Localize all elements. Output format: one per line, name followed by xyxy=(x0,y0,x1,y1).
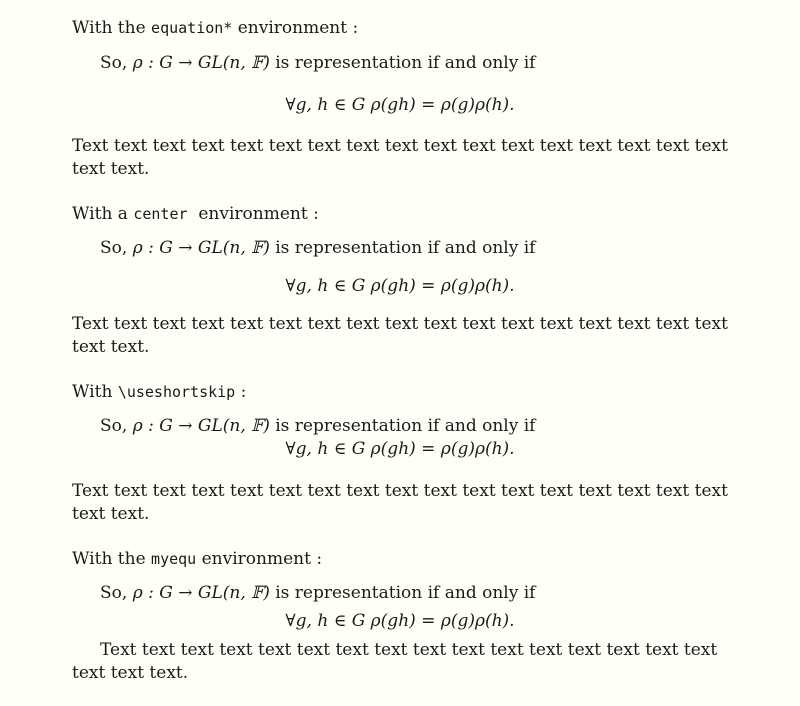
section-1-intro-prefix: So, xyxy=(100,53,133,73)
section-2-paragraph: Text text text text text text text text text text text text text text text text text text text. xyxy=(72,314,728,357)
section-4-heading-suffix: environment : xyxy=(201,549,323,569)
section-4-heading xyxy=(72,549,322,569)
section-3-intro xyxy=(100,416,535,436)
section-3-heading-suffix: : xyxy=(240,382,247,402)
section-3-intro-math: ρ : G → GL(n, 𝔽) xyxy=(132,416,270,436)
section-3-intro-suffix: is representation if and only if xyxy=(269,416,536,436)
section-4-intro-prefix: So, xyxy=(100,583,133,603)
section-3-intro-prefix: So, xyxy=(100,416,133,436)
section-1-equation: ∀g, h ∈ G ρ(gh) = ρ(g)ρ(h). xyxy=(285,95,515,115)
section-1-intro xyxy=(100,53,535,73)
section-1-intro-math: ρ : G → GL(n, 𝔽) xyxy=(132,53,270,73)
section-1-heading-prefix: With the xyxy=(72,18,146,38)
section-3-heading-prefix: With xyxy=(72,382,113,402)
section-2-intro-prefix: So, xyxy=(100,238,133,258)
section-4-paragraph: Text text text text text text text text text text text text text text text text text text text. xyxy=(72,640,718,683)
section-2-heading-code: center xyxy=(133,205,188,223)
section-2-equation: ∀g, h ∈ G ρ(gh) = ρ(g)ρ(h). xyxy=(285,276,515,296)
section-1-intro-suffix: is representation if and only if xyxy=(269,53,536,73)
section-2-intro-suffix: is representation if and only if xyxy=(269,238,536,258)
section-3-heading xyxy=(72,382,246,402)
section-4-intro-math: ρ : G → GL(n, 𝔽) xyxy=(132,583,270,603)
section-4-heading-prefix: With the xyxy=(72,549,146,569)
section-4-intro xyxy=(100,583,535,603)
section-4-intro-suffix: is representation if and only if xyxy=(269,583,536,603)
section-1-heading xyxy=(72,18,358,38)
section-2-intro xyxy=(100,238,535,258)
section-2-intro-math: ρ : G → GL(n, 𝔽) xyxy=(132,238,270,258)
section-1-heading-suffix: environment : xyxy=(237,18,359,38)
section-3-heading-code: \useshortskip xyxy=(117,383,236,401)
section-1-heading-code: equation* xyxy=(151,19,233,37)
section-2-heading xyxy=(72,204,319,224)
section-3-equation: ∀g, h ∈ G ρ(gh) = ρ(g)ρ(h). xyxy=(285,439,515,459)
section-4-heading-code: myequ xyxy=(151,550,197,568)
section-2-heading-suffix: environment : xyxy=(198,204,319,224)
section-4-equation: ∀g, h ∈ G ρ(gh) = ρ(g)ρ(h). xyxy=(285,611,515,631)
section-2-heading-prefix: With a xyxy=(72,204,128,224)
section-1-paragraph: Text text text text text text text text text text text text text text text text text text text. xyxy=(72,136,728,179)
section-3-paragraph: Text text text text text text text text text text text text text text text text text text text. xyxy=(72,481,728,524)
